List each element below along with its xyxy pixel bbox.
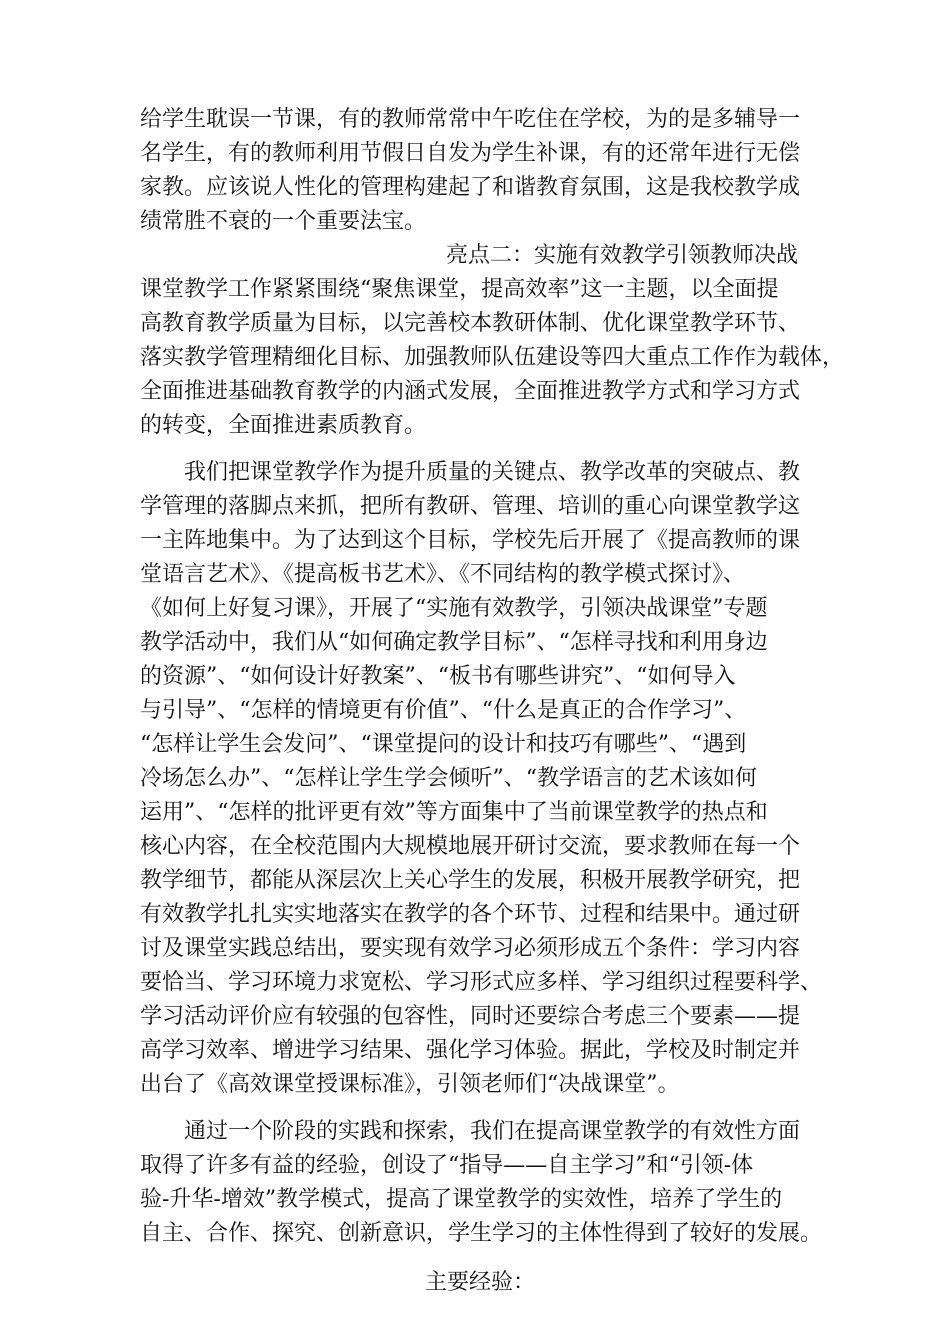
text-line: 出台了《高效课堂授课标准》，引领老师们“决战课堂”。 xyxy=(140,1072,680,1097)
text-line: 自主、合作、探究、创新意识，学生学习的主体性得到了较好的发展。 xyxy=(140,1221,823,1246)
text-line: 核心内容，在全校范围内大规模地展开研讨交流，要求教师在每一个 xyxy=(140,834,801,859)
text-line: 冷场怎么办”、“怎样让学生学会倾听”、“教学语言的艺术该如何 xyxy=(140,766,757,791)
text-line: 教学细节，都能从深层次上关心学生的发展，积极开展教学研究，把 xyxy=(140,868,801,893)
text-line: 的资源”、“如何设计好教案”、“板书有哪些讲究”、“如何导入 xyxy=(140,664,736,689)
text-line: 堂语言艺术》、《提高板书艺术》、《不同结构的教学模式探讨》、 xyxy=(140,562,746,587)
text-line: 讨及课堂实践总结出，要实现有效学习必须形成五个条件：学习内容 xyxy=(140,936,801,961)
paragraph-4 xyxy=(140,1115,822,1251)
paragraph-2 xyxy=(140,273,845,443)
text-line: 家教。应该说人性化的管理构建起了和谐教育氛围，这是我校教学成 xyxy=(140,175,801,200)
highlight-2-title: 亮点二：实施有效教学引领教师决战 xyxy=(446,243,799,268)
text-line: 验-升华-增效”教学模式，提高了课堂教学的实效性，培养了学生的 xyxy=(140,1187,783,1212)
text-line: 的转变，全面推进素质教育。 xyxy=(140,413,427,438)
text-line: 《如何上好复习课》，开展了“实施有效教学，引领决战课堂”专题 xyxy=(140,596,768,621)
text-line: 学习活动评价应有较强的包容性，同时还要综合考虑三个要素——提 xyxy=(140,1004,801,1029)
text-line: 通过一个阶段的实践和探索，我们在提高课堂教学的有效性方面 xyxy=(184,1119,801,1144)
document-body xyxy=(140,103,845,1300)
text-line: 高学习效率、增进学习结果、强化学习体验。据此，学校及时制定并 xyxy=(140,1038,801,1063)
paragraph-1 xyxy=(140,103,822,239)
paragraph-3 xyxy=(140,456,822,1102)
text-line: 课堂教学工作紧紧围绕“聚焦课堂，提高效率”这一主题，以全面提 xyxy=(140,277,779,302)
text-line: 一主阵地集中。为了达到这个目标，学校先后开展了《提高教师的课 xyxy=(140,528,801,553)
text-line: 取得了许多有益的经验，创设了“指导——自主学习”和“引领-体 xyxy=(140,1153,754,1178)
text-line: 给学生耽误一节课，有的教师常常中午吃住在学校，为的是多辅导一 xyxy=(140,107,801,132)
text-line: 有效教学扎扎实实地落实在教学的各个环节、过程和结果中。通过研 xyxy=(140,902,801,927)
text-line: 学管理的落脚点来抓，把所有教研、管理、培训的重心向课堂教学这 xyxy=(140,494,801,519)
text-line: 与引导”、“怎样的情境更有价值”、“什么是真正的合作学习”、 xyxy=(140,698,747,723)
text-line: 绩常胜不衰的一个重要法宝。 xyxy=(140,209,427,234)
text-line: 高教育教学质量为目标，以完善校本教研体制、优化课堂教学环节、 xyxy=(140,311,801,336)
text-line: 落实教学管理精细化目标、加强教师队伍建设等四大重点工作作为载体， xyxy=(140,345,845,370)
text-line: 运用”、“怎样的批评更有效”等方面集中了当前课堂教学的热点和 xyxy=(140,800,768,825)
text-line: 我们把课堂教学作为提升质量的关键点、教学改革的突破点、教 xyxy=(184,460,801,485)
text-line: 教学活动中，我们从“如何确定教学目标”、“怎样寻找和利用身边 xyxy=(140,630,768,655)
text-line: 名学生，有的教师利用节假日自发为学生补课，有的还常年进行无偿 xyxy=(140,141,801,166)
section-heading: 主要经验： xyxy=(425,1270,536,1295)
text-line: 要恰当、学习环境力求宽松、学习形式应多样、学习组织过程要科学、 xyxy=(140,970,823,995)
text-line: 全面推进基础教育教学的内涵式发展，全面推进教学方式和学习方式 xyxy=(140,379,801,404)
text-line: “怎样让学生会发问”、“课堂提问的设计和技巧有哪些”、“遇到 xyxy=(140,732,747,757)
